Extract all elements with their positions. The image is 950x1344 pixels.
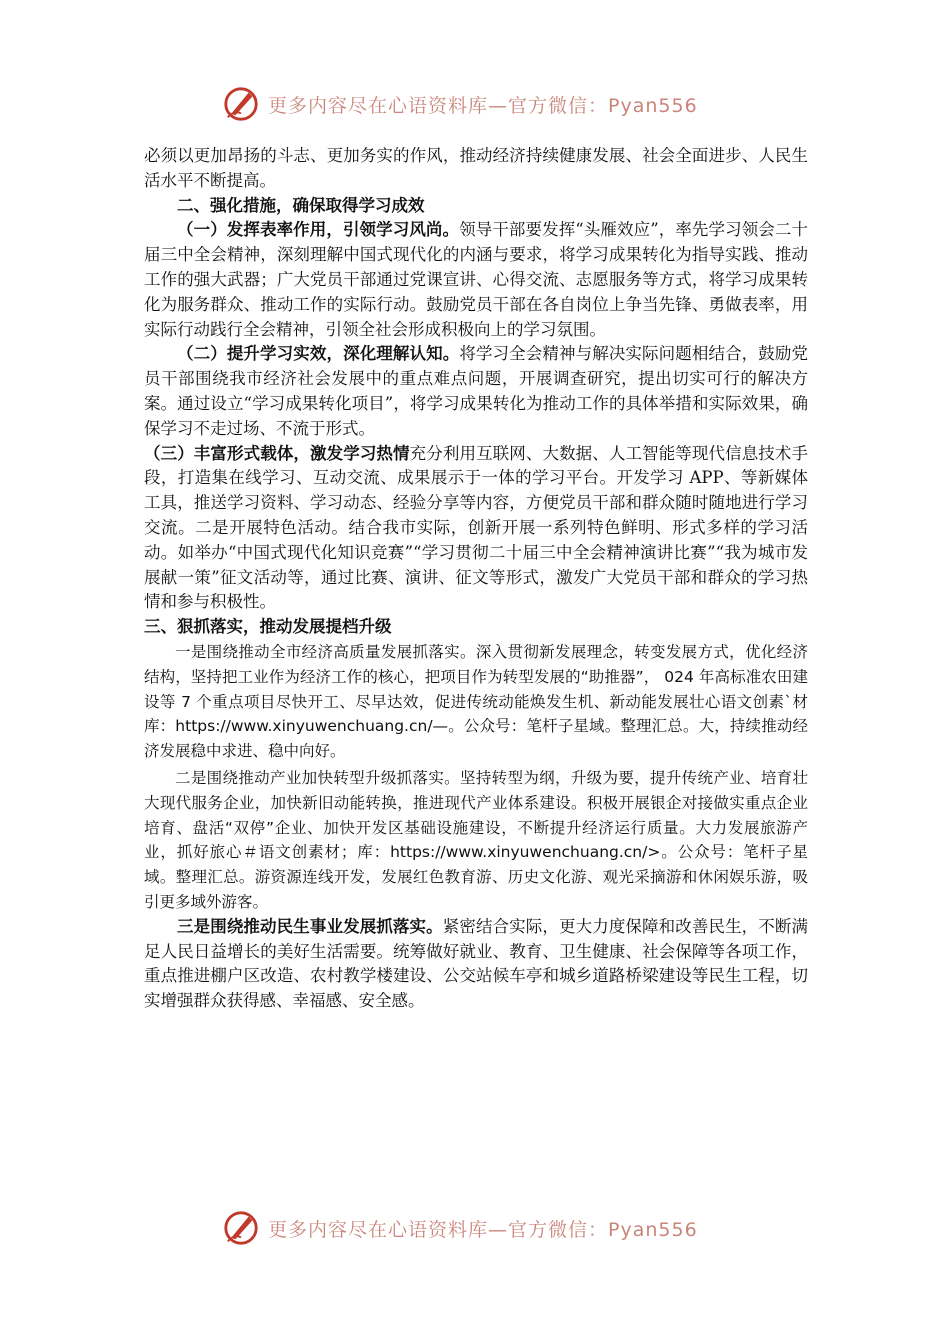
watermark-text: 更多内容尽在心语资料库—官方微信：Pyan556 <box>268 1218 698 1241</box>
pen-logo-icon <box>222 85 260 123</box>
paragraph-1-title: （一）发挥表率作用，引领学习风尚。 <box>177 220 460 240</box>
document-body <box>144 144 808 1014</box>
paragraph-5: 二是围绕推动产业加快转型升级抓落实。坚持转型为纲，升级为要，提升传统产业、培育壮大现代服务企业，加快新旧动能转换，推进现代产业体系建设。积极开展银企对接做实重点企业培育、盘活“双停”企业、加快开发区基础设施建设，不断提升经济运行质量。大力发展旅游产业，抓好旅心＃语文创素材；库：https://www.xinyuwenchuang.cn/>。公众号：笔杆子星域。整理汇总。游资源连线开发，发展红色教育游、历史文化游、观光采摘游和休闲娱乐游，吸引更多域外游客。 <box>144 768 808 911</box>
section-heading-3: 三、狠抓落实，推动发展提档升级 <box>144 617 392 637</box>
paragraph-1-body: 领导干部要发挥“头雁效应”，率先学习领会二十届三中全会精神，深刻理解中国式现代化的内涵与要求，将学习成果转化为指导实践、推动工作的强大武器；广大党员干部通过党课宣讲、心得交流、志愿服务等方式，将学习成果转化为服务群众、推动工作的实际行动。鼓励党员干部在各自岗位上争当先锋、勇做表率，用实际行动践行全会精神，引领全社会形成积极向上的学习氛围。 <box>144 220 808 339</box>
paragraph-4: 一是围绕推动全市经济高质量发展抓落实。深入贯彻新发展理念，转变发展方式，优化经济结构，坚持把工业作为经济工作的核心，把项目作为转型发展的“助推器”， 024 年高标准农田建设等 7 个重点项目尽快开工、尽早达效，促进传统动能焕发生机、新动能发展壮心语文创素`材库：https://www.xinyuwenchuang.cn/—。公众号：笔杆子星域。整理汇总。大，持续推动经济发展稳中求进、稳中向好。 <box>144 642 808 761</box>
paragraph-intro: 必须以更加昂扬的斗志、更加务实的作风，推动经济持续健康发展、社会全面进步、人民生活水平不断提高。 <box>144 146 808 190</box>
section-heading-2: 二、强化措施，确保取得学习成效 <box>177 195 425 215</box>
paragraph-1 <box>144 218 808 342</box>
paragraph-6 <box>144 915 808 1014</box>
paragraph-3 <box>144 442 808 616</box>
paragraph-2-title: （二）提升学习实效，深化理解认知。 <box>177 344 460 364</box>
pen-logo-icon <box>222 1209 260 1247</box>
paragraph-6-body: 紧密结合实际，更大力度保障和改善民生，不断满足人民日益增长的美好生活需要。统筹做好就业、教育、卫生健康、社会保障等各项工作，重点推进棚户区改造、农村教学楼建设、公交站候车亭和城乡道路桥梁建设等民生工程，切实增强群众获得感、幸福感、安全感。 <box>144 916 809 1011</box>
watermark-banner-bottom <box>222 1208 698 1248</box>
watermark-banner-top <box>222 84 698 124</box>
paragraph-6-title: 三是围绕推动民生事业发展抓落实。 <box>177 916 443 936</box>
paragraph-3-body: 充分利用互联网、大数据、人工智能等现代信息技术手段，打造集在线学习、互动交流、成果展示于一体的学习平台。开发学习 APP、等新媒体工具，推送学习资料、学习动态、经验分享等内容，方便党员干部和群众随时随地进行学习交流。二是开展特色活动。结合我市实际，创新开展一系列特色鲜明、形式多样的学习活动。如举办“中国式现代化知识竞赛”“学习贯彻二十届三中全会精神演讲比赛”“我为城市发展献一策”征文活动等，通过比赛、演讲、征文等形式，激发广大党员干部和群众的学习热情和参与积极性。 <box>144 443 809 612</box>
watermark-text: 更多内容尽在心语资料库—官方微信：Pyan556 <box>268 94 698 117</box>
paragraph-3-title: （三）丰富形式载体，激发学习热情 <box>144 443 410 463</box>
paragraph-2-body: 将学习全会精神与解决实际问题相结合，鼓励党员干部围绕我市经济社会发展中的重点难点问题，开展调查研究，提出切实可行的解决方案。通过设立“学习成果转化项目”，将学习成果转化为推动工作的具体举措和实际效果，确保学习不走过场、不流于形式。 <box>144 344 809 438</box>
paragraph-2 <box>144 342 808 441</box>
